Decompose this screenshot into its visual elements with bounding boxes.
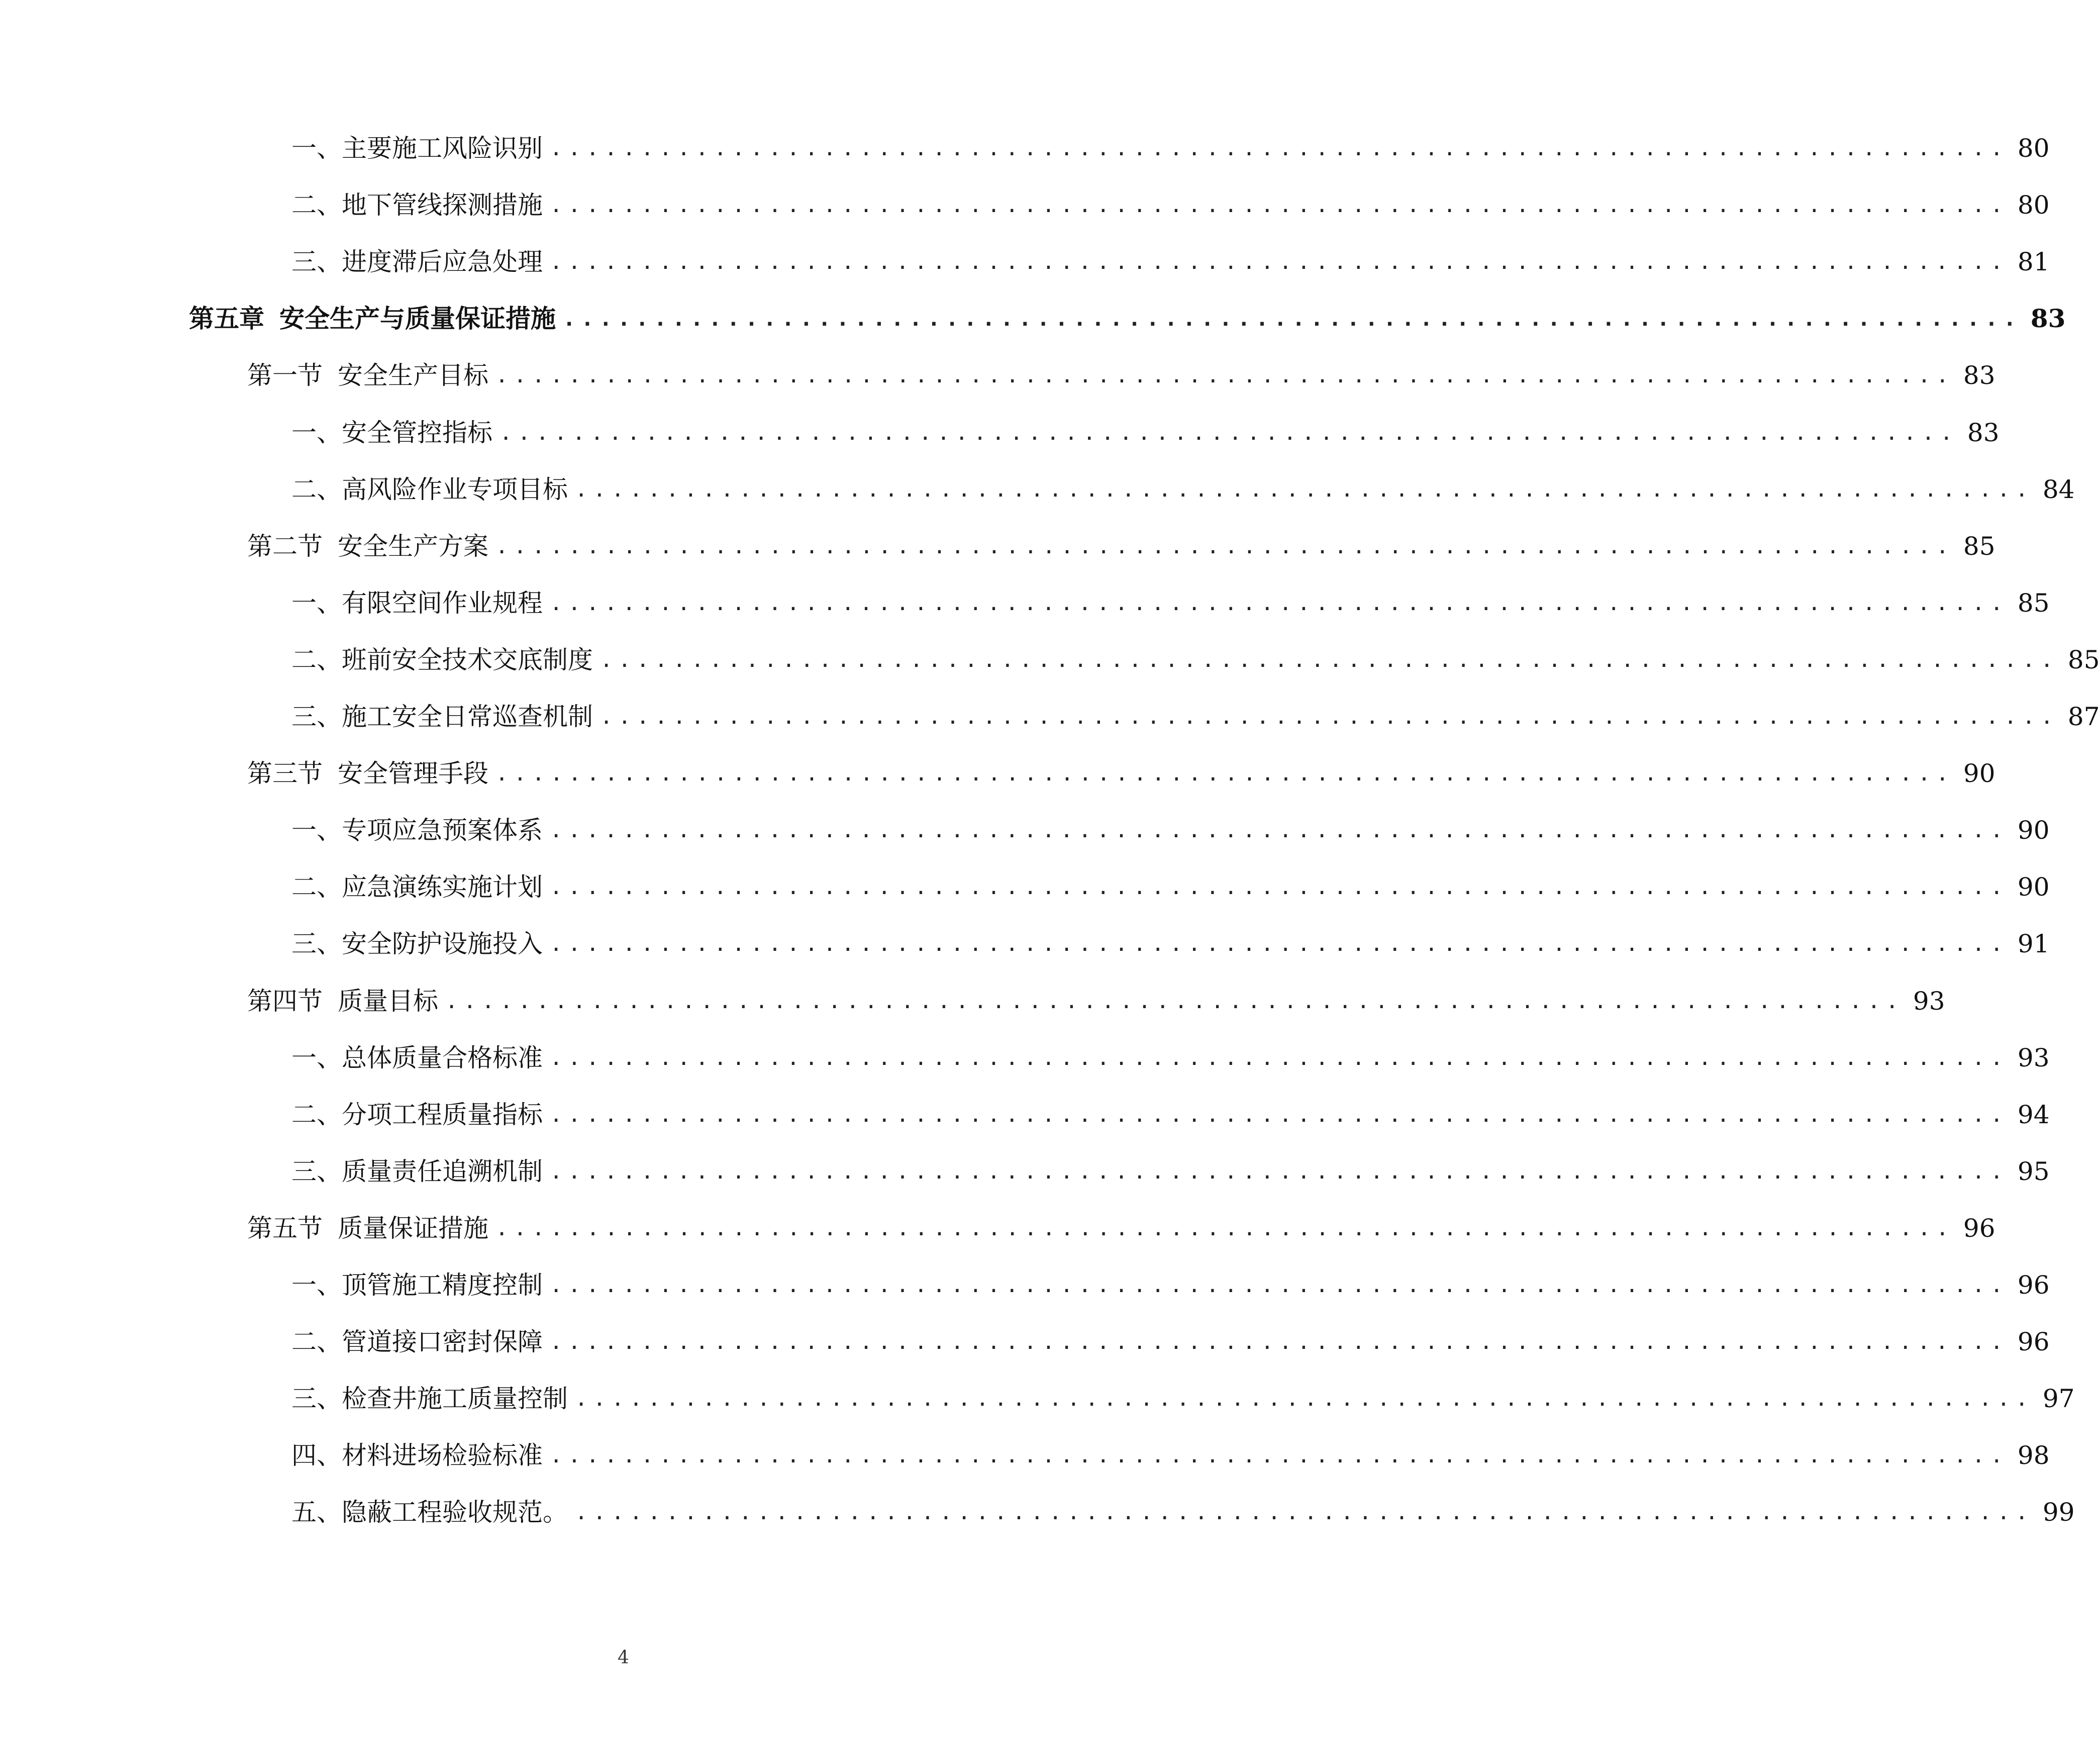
toc-entry-title: [189, 296, 556, 341]
toc-entry-number: 第一节: [247, 361, 323, 390]
toc-entry-title: [247, 353, 488, 398]
toc-entry-text: 三、施工安全日常巡查机制: [291, 702, 593, 731]
toc-section-entry[interactable]: [247, 978, 1945, 1024]
toc-subsection-entry[interactable]: [291, 921, 2050, 966]
toc-dot-leader: ................................................................................: [575, 1500, 2034, 1524]
toc-subsection-entry[interactable]: [291, 467, 2075, 512]
toc-entry-title: [247, 1206, 488, 1251]
toc-entry-title: [291, 1092, 543, 1137]
toc-entry-text: 二、管道接口密封保障: [291, 1327, 543, 1356]
toc-dot-leader: ................................................................................: [600, 704, 2059, 729]
toc-entry-text: 三、质量责任追溯机制: [291, 1157, 543, 1186]
toc-entry-page: 85: [1963, 532, 1995, 561]
toc-entry-page: 90: [2017, 872, 2050, 902]
toc-subsection-entry[interactable]: [291, 1433, 2050, 1478]
toc-entry-title: [291, 410, 492, 455]
toc-dot-leader: ................................................................................: [495, 761, 1954, 786]
toc-section-entry[interactable]: [247, 524, 1995, 569]
toc-subsection-entry[interactable]: [291, 239, 2050, 284]
toc-dot-leader: ................................................................................: [550, 931, 2009, 956]
toc-entry-number: 第五节: [247, 1214, 323, 1243]
toc-dot-leader: ................................................................................: [563, 306, 2022, 331]
toc-dot-leader: ................................................................................: [600, 647, 2059, 672]
toc-dot-leader: ................................................................................: [550, 1443, 2009, 1467]
toc-entry-text: 安全生产方案: [338, 532, 488, 561]
toc-dot-leader: ................................................................................: [499, 420, 1958, 445]
toc-dot-leader: ................................................................................: [550, 249, 2009, 274]
toc-entry-title: [291, 637, 593, 682]
toc-entry-text: 二、地下管线探测措施: [291, 190, 543, 220]
toc-dot-leader: ................................................................................: [495, 363, 1954, 387]
toc-entry-text: 安全生产目标: [338, 361, 488, 390]
toc-entry-title: [247, 751, 488, 796]
toc-dot-leader: ................................................................................: [550, 1159, 2009, 1184]
toc-subsection-entry[interactable]: [291, 637, 2100, 682]
toc-entry-page: 84: [2042, 475, 2075, 504]
toc-entry-text: 安全管理手段: [338, 759, 488, 788]
toc-entry-text: 一、顶管施工精度控制: [291, 1270, 543, 1300]
toc-entry-text: 质量目标: [338, 987, 438, 1016]
toc-entry-page: 95: [2017, 1157, 2050, 1186]
toc-entry-page: 94: [2017, 1100, 2050, 1129]
toc-dot-leader: ................................................................................: [550, 1272, 2009, 1297]
toc-subsection-entry[interactable]: [291, 864, 2050, 910]
toc-entry-page: 81: [2017, 247, 2050, 276]
toc-entry-title: [247, 524, 488, 569]
toc-entry-title: [291, 580, 543, 626]
toc-entry-page: 85: [2017, 589, 2050, 618]
toc-entry-page: 97: [2042, 1384, 2075, 1413]
toc-entry-page: 99: [2042, 1498, 2075, 1527]
toc-entry-title: [291, 1035, 543, 1081]
toc-subsection-entry[interactable]: [291, 808, 2050, 853]
toc-entry-page: 90: [2017, 816, 2050, 845]
toc-entry-title: [291, 1433, 543, 1478]
toc-entry-page: 96: [1963, 1214, 1995, 1243]
toc-entry-text: 二、高风险作业专项目标: [291, 475, 568, 504]
toc-subsection-entry[interactable]: [291, 1319, 2050, 1364]
toc-entry-number: 第二节: [247, 532, 323, 561]
toc-entry-text: 一、有限空间作业规程: [291, 589, 543, 618]
toc-dot-leader: ................................................................................: [495, 1216, 1954, 1240]
toc-dot-leader: ................................................................................: [575, 477, 2034, 502]
toc-entry-title: [291, 1149, 543, 1194]
toc-subsection-entry[interactable]: [291, 126, 2050, 171]
toc-entry-page: 87: [2067, 702, 2100, 731]
toc-subsection-entry[interactable]: [291, 1376, 2075, 1421]
toc-section-entry[interactable]: [247, 1206, 1995, 1251]
toc-entry-title: [291, 808, 543, 853]
toc-dot-leader: ................................................................................: [550, 1045, 2009, 1070]
toc-entry-title: [291, 1490, 568, 1535]
toc-entry-text: 安全生产与质量保证措施: [279, 304, 556, 333]
toc-dot-leader: ................................................................................: [550, 1329, 2009, 1354]
toc-entry-page: 93: [1913, 987, 1945, 1016]
toc-entry-page: 91: [2017, 929, 2050, 958]
toc-entry-text: 一、主要施工风险识别: [291, 134, 543, 163]
toc-subsection-entry[interactable]: [291, 1149, 2050, 1194]
toc-dot-leader: ................................................................................: [550, 591, 2009, 615]
toc-entry-title: [291, 694, 593, 739]
toc-section-entry[interactable]: [247, 751, 1995, 796]
toc-dot-leader: ................................................................................: [550, 192, 2009, 217]
toc-entry-number: 第三节: [247, 759, 323, 788]
toc-dot-leader: ................................................................................: [550, 874, 2009, 899]
toc-entry-title: [291, 1262, 543, 1308]
toc-entry-page: 80: [2017, 134, 2050, 163]
toc-dot-leader: ................................................................................: [575, 1386, 2034, 1411]
toc-entry-number: 第四节: [247, 987, 323, 1016]
toc-entry-page: 98: [2017, 1441, 2050, 1470]
toc-entry-title: [291, 467, 568, 512]
toc-entry-title: [291, 126, 543, 171]
toc-subsection-entry[interactable]: [291, 1092, 2050, 1137]
toc-entry-title: [291, 864, 543, 910]
toc-entry-text: 二、分项工程质量指标: [291, 1100, 543, 1129]
toc-entry-page: 83: [2030, 304, 2066, 333]
toc-entry-text: 三、检查井施工质量控制: [291, 1384, 568, 1413]
toc-subsection-entry[interactable]: [291, 580, 2050, 626]
toc-subsection-entry[interactable]: [291, 182, 2050, 228]
toc-dot-leader: ................................................................................: [550, 136, 2009, 160]
toc-entry-text: 一、专项应急预案体系: [291, 816, 543, 845]
toc-entry-title: [291, 1319, 543, 1364]
page-number: 4: [618, 1647, 629, 1668]
toc-entry-page: 83: [1967, 418, 1999, 447]
toc-entry-page: 83: [1963, 361, 1995, 390]
toc-entry-text: 二、班前安全技术交底制度: [291, 645, 593, 674]
toc-entry-text: 三、进度滞后应急处理: [291, 247, 543, 276]
toc-entry-text: 四、材料进场检验标准: [291, 1441, 543, 1470]
toc-entry-page: 85: [2067, 645, 2100, 674]
toc-entry-text: 一、总体质量合格标准: [291, 1043, 543, 1072]
toc-subsection-entry[interactable]: [291, 1490, 2075, 1535]
toc-entry-page: 96: [2017, 1327, 2050, 1356]
toc-dot-leader: ................................................................................: [550, 1102, 2009, 1127]
toc-dot-leader: ................................................................................: [550, 818, 2009, 842]
toc-dot-leader: ................................................................................: [495, 534, 1954, 558]
toc-entry-text: 一、安全管控指标: [291, 418, 492, 447]
toc-subsection-entry[interactable]: [291, 1262, 2050, 1308]
toc-entry-page: 93: [2017, 1043, 2050, 1072]
toc-entry-text: 三、安全防护设施投入: [291, 929, 543, 958]
toc-entry-page: 90: [1963, 759, 1995, 788]
toc-chapter-entry[interactable]: [189, 296, 2066, 341]
toc-entry-title: [291, 182, 543, 228]
toc-entry-text: 五、隐蔽工程验收规范。: [291, 1498, 568, 1527]
toc-section-entry[interactable]: [247, 353, 1995, 398]
toc-entry-text: 二、应急演练实施计划: [291, 872, 543, 902]
toc-entry-page: 80: [2017, 190, 2050, 220]
toc-entry-title: [291, 239, 543, 284]
toc-entry-title: [291, 1376, 568, 1421]
toc-entry-title: [291, 921, 543, 966]
toc-subsection-entry[interactable]: [291, 410, 1999, 455]
toc-entry-title: [247, 978, 438, 1024]
toc-entry-text: 质量保证措施: [338, 1214, 488, 1243]
toc-entry-number: 第五章: [189, 304, 264, 333]
toc-entry-page: 96: [2017, 1270, 2050, 1300]
toc-dot-leader: ................................................................................: [445, 989, 1904, 1013]
toc-subsection-entry[interactable]: [291, 1035, 2050, 1081]
toc-subsection-entry[interactable]: [291, 694, 2100, 739]
